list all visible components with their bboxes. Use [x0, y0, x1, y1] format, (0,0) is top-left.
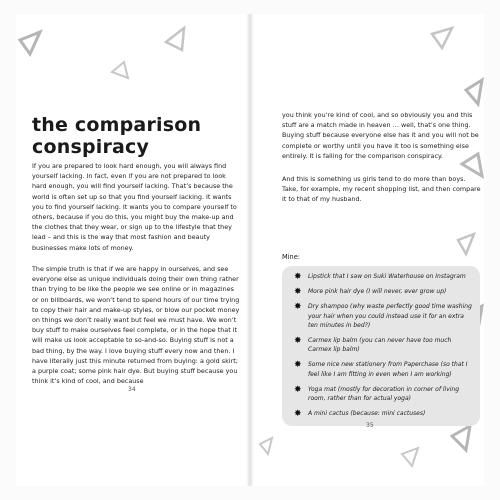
right-page [252, 14, 484, 486]
right-paragraph-1: you think you’re kind of cool, and so obviously you and this stuff are a match made in heaven … well, that’s one thing. Buying stuff because everyone else has it and you will not be complete or worthy until you have it too is something else entirely. It is falling for the comparison conspiracy. [282, 111, 479, 160]
starburst-bullet-icon: ✸ [294, 384, 302, 395]
shopping-list-card [282, 266, 480, 426]
list-item: ✸ Some nice new stationery from Paperchase (so that I feel like I am fitting in even when I am working) [294, 360, 468, 378]
shopping-list [294, 272, 474, 424]
starburst-bullet-icon: ✸ [294, 336, 302, 347]
page-number-right: 35 [366, 422, 374, 429]
list-item: ✸ Lipstick that I saw on Suki Waterhouse on Instagram [294, 272, 466, 282]
starburst-bullet-icon: ✸ [294, 287, 302, 298]
left-paragraph-1: If you are prepared to look hard enough, you will always find yourself lacking. In fact, even if you are not prepared to look hard enough, you will find yourself lacking. That’s because the world is often set up so that you find yourself lacking. It wants you to find yourself lacking. It wants you to compare yourself to others, because if you do this, you might buy the make-up and the clothes that they wear, or sign up to the lifestyle that they lead – and this is the way that most fashion and beauty businesses make lots of money. [32, 162, 237, 252]
left-paragraph-2: The simple truth is that if we are happy in ourselves, and see everyone else as unique individuals doing their own thing rather than trying to be like the people we see online or in magazines or on billboards, we won’t tend to spend hours of our time trying to copy their hair and make-up styles, or blow our pocket money on things we don’t really want but feel we must have. We won’t buy stuff to make ourselves feel complete, or in the hope that it will make us look acceptable to so-and-so. Buying stuff is not a bad thing, by the way. I love buying stuff every now and then. I have literally just this minute returned from buying: a gold skirt; a purple coat; some pink hair dye. But buying stuff because you think it’s kind of cool, and because [32, 265, 240, 386]
list-item: ✸ Yoga mat (mostly for decoration in corner of living room, rather than for actual yoga) [294, 384, 460, 403]
list-item: ✸ A mini cactus (because: mini cactuses) [294, 409, 426, 420]
book-gutter-shadow [246, 14, 254, 486]
page-number-left: 34 [128, 386, 136, 393]
left-page [16, 14, 248, 486]
starburst-bullet-icon: ✸ [294, 272, 302, 282]
chapter-title: the comparison conspiracy [32, 114, 202, 158]
starburst-bullet-icon: ✸ [294, 409, 302, 420]
list-heading: Mine: [282, 253, 300, 261]
starburst-bullet-icon: ✸ [294, 360, 302, 371]
right-paragraph-2: And this is something us girls tend to do more than boys. Take, for example, my recent shopping list, and then compare it to that of my husband. [282, 175, 481, 204]
starburst-bullet-icon: ✸ [294, 302, 302, 313]
list-item: ✸ More pink hair dye (I will never, ever grow up) [294, 287, 447, 298]
list-item: ✸ Carmex lip balm (you can never have too much Carmex lip balm) [294, 336, 452, 354]
list-item: ✸ Dry shampoo (why waste perfectly good time washing your hair when you could instead use it for an extra ten minutes in bed?) [294, 302, 472, 329]
